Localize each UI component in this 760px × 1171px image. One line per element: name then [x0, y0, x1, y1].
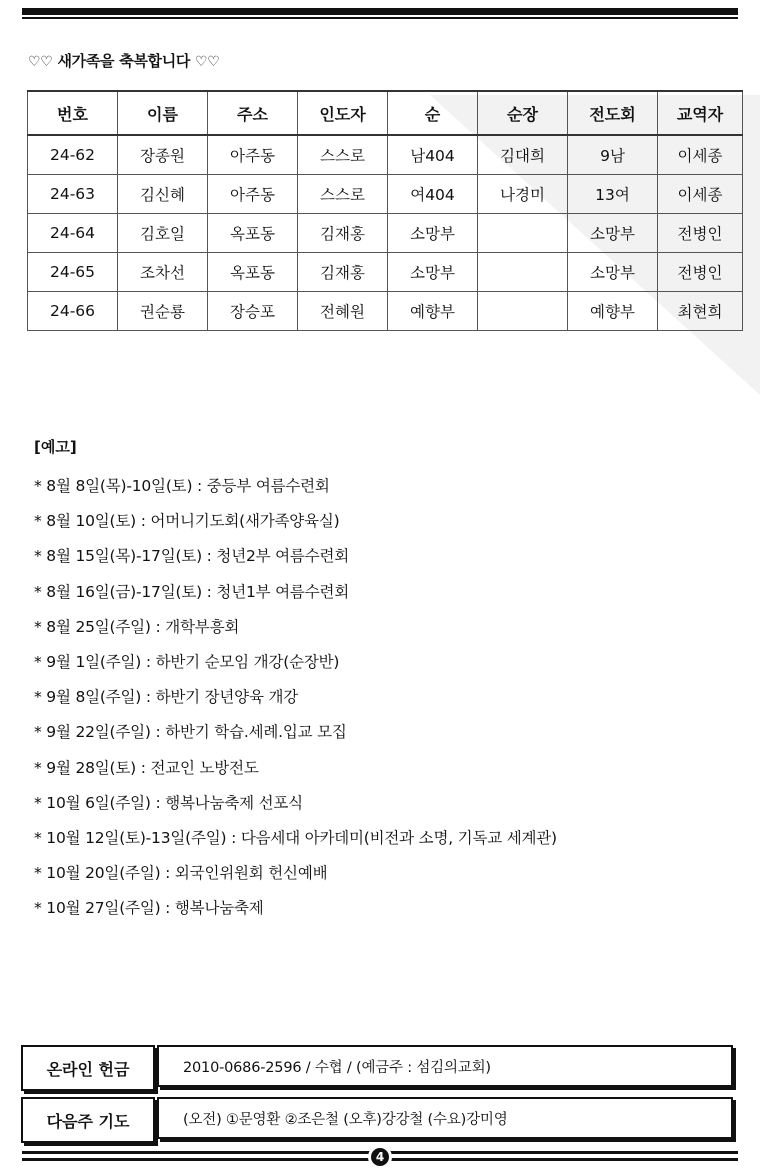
cell-address: 장승포 [208, 292, 298, 331]
col-minister: 교역자 [658, 91, 743, 135]
new-family-title: 새가족을 축복합니다 [57, 52, 191, 70]
cell-group: 예향부 [388, 292, 478, 331]
table-row [28, 135, 743, 175]
list-item: * 9월 8일(주일) : 하반기 장년양육 개강 [34, 688, 299, 707]
notice-list [34, 469, 557, 926]
online-offering-label: 온라인 헌금 [21, 1045, 155, 1091]
list-item: * 8월 10일(토) : 어머니기도회(새가족양육실) [34, 512, 340, 531]
cell-address: 아주동 [208, 175, 298, 214]
col-group: 순 [388, 91, 478, 135]
cell-guide: 김재홍 [298, 253, 388, 292]
cell-evangelism-society: 소망부 [568, 214, 658, 253]
list-item: * 9월 1일(주일) : 하반기 순모임 개강(순장반) [34, 652, 340, 671]
new-members-table [27, 90, 743, 331]
next-week-prayer-label: 다음주 기도 [21, 1097, 155, 1143]
heart-icon: ♡♡ [28, 54, 53, 70]
list-item: * 9월 22일(주일) : 하반기 학습.세례.입교 모집 [34, 723, 347, 742]
list-item: * 10월 27일(주일) : 행복나눔축제 [34, 899, 264, 918]
cell-minister: 이세종 [658, 175, 743, 214]
list-item: * 8월 8일(목)-10일(토) : 중등부 여름수련회 [34, 477, 330, 495]
cell-group: 여404 [388, 175, 478, 214]
cell-number: 24-62 [28, 135, 118, 175]
cell-minister: 이세종 [658, 135, 743, 175]
cell-evangelism-society: 소망부 [568, 253, 658, 292]
cell-name: 권순룡 [118, 292, 208, 331]
cell-group-leader [478, 253, 568, 292]
col-guide: 인도자 [298, 91, 388, 135]
cell-group-leader: 나경미 [478, 175, 568, 214]
cell-group: 소망부 [388, 214, 478, 253]
cell-name: 조차선 [118, 253, 208, 292]
table-row [28, 214, 743, 253]
list-item: * 10월 12일(토)-13일(주일) : 다음세대 아카데미(비전과 소명, 기독교 세계관) [34, 828, 557, 847]
top-double-rule [22, 8, 738, 20]
cell-group: 소망부 [388, 253, 478, 292]
cell-evangelism-society: 9남 [568, 135, 658, 175]
list-item: * 8월 25일(주일) : 개학부흥회 [34, 617, 240, 636]
notice-title: [예고] [34, 438, 77, 456]
cell-name: 김호일 [118, 214, 208, 253]
table-row [28, 292, 743, 331]
col-address: 주소 [208, 91, 298, 135]
new-family-heading [28, 50, 220, 71]
col-name: 이름 [118, 91, 208, 135]
heart-icon: ♡♡ [195, 54, 220, 70]
page-number: 4 [371, 1148, 389, 1166]
next-week-prayer-value: (오전) ①문영환 ②조은철 (오후)강강철 (수요)강미영 [157, 1097, 733, 1139]
list-item: * 9월 28일(토) : 전교인 노방전도 [34, 758, 259, 777]
cell-minister: 전병인 [658, 253, 743, 292]
list-item: * 8월 16일(금)-17일(토) : 청년1부 여름수련회 [34, 582, 350, 601]
cell-number: 24-65 [28, 253, 118, 292]
cell-name: 김신혜 [118, 175, 208, 214]
notice-section [34, 436, 557, 926]
cell-address: 아주동 [208, 135, 298, 175]
col-group-leader: 순장 [478, 91, 568, 135]
online-offering-value: 2010-0686-2596 / 수협 / (예금주 : 섬김의교회) [157, 1045, 733, 1087]
cell-minister: 최현희 [658, 292, 743, 331]
cell-group-leader [478, 214, 568, 253]
col-evangelism-society: 전도회 [568, 91, 658, 135]
table-row [28, 253, 743, 292]
cell-guide: 스스로 [298, 135, 388, 175]
table-row [28, 175, 743, 214]
cell-group-leader [478, 292, 568, 331]
cell-guide: 전혜원 [298, 292, 388, 331]
cell-group-leader: 김대희 [478, 135, 568, 175]
cell-evangelism-society: 예향부 [568, 292, 658, 331]
cell-minister: 전병인 [658, 214, 743, 253]
cell-address: 옥포동 [208, 214, 298, 253]
cell-guide: 김재홍 [298, 214, 388, 253]
cell-number: 24-64 [28, 214, 118, 253]
bottom-double-rule [22, 1148, 738, 1166]
cell-address: 옥포동 [208, 253, 298, 292]
table-header-row [28, 91, 743, 135]
cell-evangelism-society: 13여 [568, 175, 658, 214]
cell-guide: 스스로 [298, 175, 388, 214]
cell-number: 24-63 [28, 175, 118, 214]
col-number: 번호 [28, 91, 118, 135]
list-item: * 8월 15일(목)-17일(토) : 청년2부 여름수련회 [34, 547, 350, 566]
cell-number: 24-66 [28, 292, 118, 331]
list-item: * 10월 6일(주일) : 행복나눔축제 선포식 [34, 793, 303, 812]
list-item: * 10월 20일(주일) : 외국인위원회 헌신예배 [34, 864, 328, 883]
cell-group: 남404 [388, 135, 478, 175]
cell-name: 장종원 [118, 135, 208, 175]
